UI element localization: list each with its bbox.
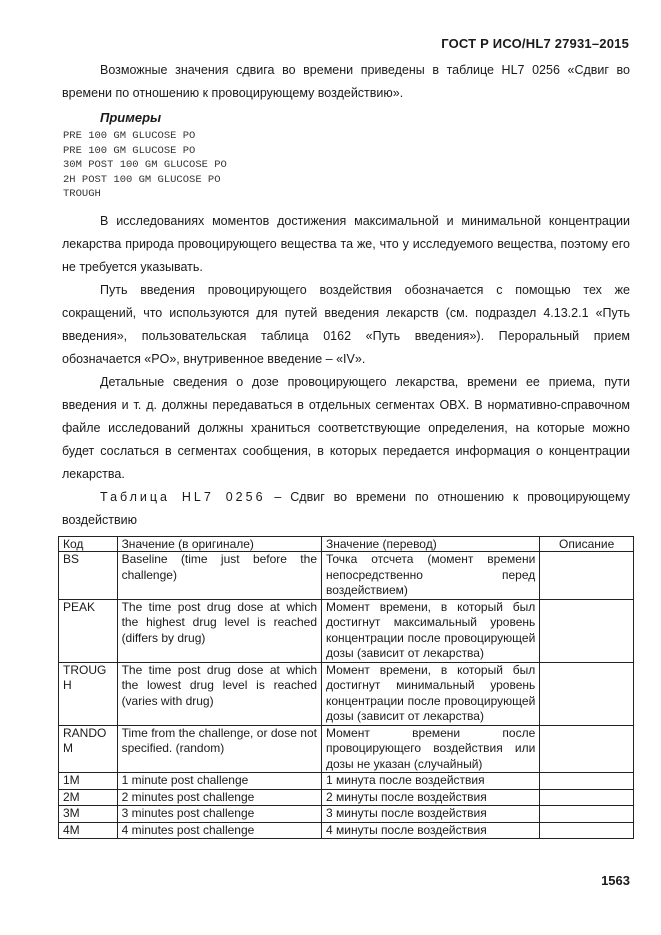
cell-original: The time post drug dose at which the highest drug level is reached (differs by drug) [117,599,321,662]
table-row [59,599,634,662]
page-body [62,59,630,532]
cell-translation: Момент времени, в который был достигнут минимальный уровень концентрации после провоцирующей дозы (зависит от лекарства) [322,662,540,725]
cell-code: 1M [59,773,118,790]
table-caption-label: Таблица HL7 0256 [100,489,266,504]
table-header-row [59,537,634,552]
cell-description [540,552,634,600]
example-line: PRE 100 GM GLUCOSE PO [63,144,196,157]
cell-description [540,773,634,790]
example-line: 30M POST 100 GM GLUCOSE PO [63,159,227,171]
table-row [59,725,634,773]
cell-description [540,806,634,823]
body-paragraph: Путь введения провоцирующего воздействия обозначается с помощью тех же сокращений, что используются для путей введения лекарств (см. подраздел 4.13.2.1 «Путь введения», пользовательская таблица 0162 «Путь введения»). Пероральный прием обозначается «PO», внутривенное введение – «IV». [62,282,630,366]
cell-translation: Момент времени после провоцирующего воздействия или дозы не указан (случайный) [322,725,540,773]
cell-original: 4 minutes post challenge [117,822,321,839]
cell-code: BS [59,552,118,600]
cell-code: 4M [59,822,118,839]
table-row [59,552,634,600]
table-row [59,773,634,790]
table-row [59,822,634,839]
cell-original: Baseline (time just before the challenge) [117,552,321,600]
cell-original: 3 minutes post challenge [117,806,321,823]
example-line: TROUGH [63,188,101,200]
cell-code: TROUGH [59,662,118,725]
cell-original: 1 minute post challenge [117,773,321,790]
header-translation: Значение (перевод) [322,537,540,552]
cell-translation: Момент времени, в который был достигнут максимальный уровень концентрации после провоцирующей дозы (зависит от лекарства) [322,599,540,662]
examples-heading: Примеры [100,110,162,125]
cell-translation: 1 минута после воздействия [322,773,540,790]
table-caption-dash: – [274,489,282,504]
time-offset-table [58,536,634,839]
cell-original: The time post drug dose at which the lowest drug level is reached (varies with drug) [117,662,321,725]
cell-original: 2 minutes post challenge [117,789,321,806]
table-caption-text: Сдвиг во времени по отношению к провоцирующему воздействию [62,489,630,527]
body-paragraph: В исследованиях моментов достижения максимальной и минимальной концентрации лекарства природа провоцирующего вещества та же, что у исследуемого вещества, поэтому его не требуется указывать. [62,213,630,274]
cell-original: Time from the challenge, or dose not specified. (random) [117,725,321,773]
example-line: PRE 100 GM GLUCOSE PO [63,130,196,142]
cell-description [540,725,634,773]
cell-description [540,789,634,806]
table-row [59,806,634,823]
document-header: ГОСТ Р ИСО/HL7 27931–2015 [441,36,629,51]
page-number: 1563 [601,873,630,888]
examples-block [63,129,630,202]
cell-description [540,599,634,662]
table-row [59,662,634,725]
cell-code: PEAK [59,599,118,662]
table-caption [62,486,630,532]
cell-code: 3M [59,806,118,823]
header-description: Описание [540,537,634,552]
cell-description [540,822,634,839]
cell-translation: Точка отсчета (момент времени непосредственно перед воздействием) [322,552,540,600]
cell-description [540,662,634,725]
cell-code: 2M [59,789,118,806]
cell-code: RANDOM [59,725,118,773]
cell-translation: 2 минуты после воздействия [322,789,540,806]
cell-translation: 3 минуты после воздействия [322,806,540,823]
example-line: 2H POST 100 GM GLUCOSE PO [63,173,221,186]
intro-paragraph: Возможные значения сдвига во времени приведены в таблице HL7 0256 «Сдвиг во времени по отношению к провоцирующему воздействию». [62,63,630,100]
header-code: Код [59,537,118,552]
body-paragraph: Детальные сведения о дозе провоцирующего лекарства, времени ее приема, пути введения и т. д. должны передаваться в отдельных сегментах OBX. В нормативно-справочном файле исследований должны храниться соответствующие определения, на которые можно будет сослаться в сегментах сообщения, в которых передается информация о концентрации лекарства. [62,374,630,481]
cell-translation: 4 минуты после воздействия [322,822,540,839]
header-original: Значение (в оригинале) [117,537,321,552]
table-row [59,789,634,806]
